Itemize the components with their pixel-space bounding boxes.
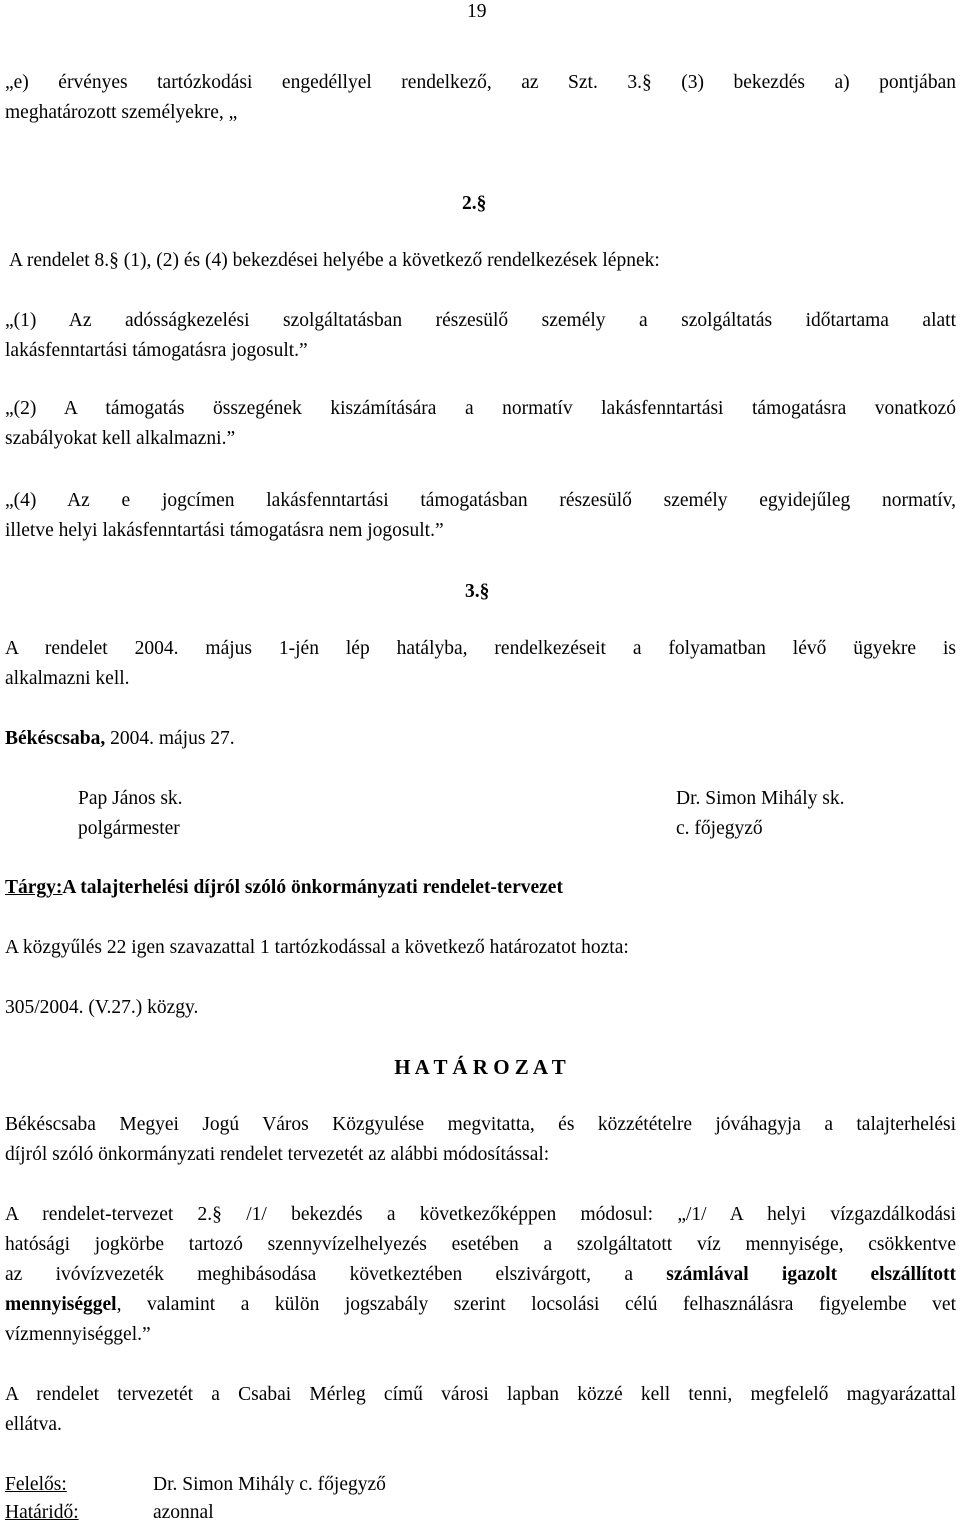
- deadline-label: Határidő:: [5, 1502, 79, 1523]
- paragraph-line: „(4) Az e jogcímen lakásfenntartási támogatásban részesülő személy egyidejűleg normatív,: [5, 490, 956, 511]
- resolution-number: 305/2004. (V.27.) közgy.: [5, 997, 199, 1018]
- paragraph-line: vízmennyiséggel.”: [5, 1324, 151, 1345]
- paragraph-line: díjról szóló önkormányzati rendelet tervezetét az alábbi módosítással:: [5, 1144, 550, 1165]
- bold-segment: mennyiséggel: [5, 1294, 117, 1315]
- paragraph-line: „e) érvényes tartózkodási engedéllyel rendelkező, az Szt. 3.§ (3) bekezdés a) pontjában: [5, 72, 956, 93]
- subject-line: [5, 873, 563, 903]
- place: Békéscsaba,: [5, 728, 106, 749]
- page-number: 19: [467, 1, 487, 22]
- paragraph-line: A rendelet tervezetét a Csabai Mérleg című városi lapban közzé kell tenni, megfelelő magyarázattal: [5, 1384, 956, 1405]
- section-heading-2: 2.§: [462, 193, 487, 214]
- signatory-2-title: c. főjegyző: [676, 818, 763, 839]
- place-date: [5, 724, 235, 754]
- paragraph-line: lakásfenntartási támogatásra jogosult.”: [5, 340, 308, 361]
- paragraph-line: [5, 1260, 956, 1290]
- signatory-2-name: Dr. Simon Mihály sk.: [676, 788, 845, 809]
- paragraph-line: illetve helyi lakásfenntartási támogatásra nem jogosult.”: [5, 520, 444, 541]
- paragraph-line: hatósági jogkörbe tartozó szennyvízelhelyezés esetében a szolgáltatott víz mennyisége, csökkentve: [5, 1234, 956, 1255]
- section-heading-3: 3.§: [465, 581, 490, 602]
- paragraph-line: Békéscsaba Megyei Jogú Város Közgyulése megvitatta, és közzétételre jóváhagyja a talajterhelési: [5, 1114, 956, 1135]
- paragraph-line: ellátva.: [5, 1414, 62, 1435]
- deadline-value: azonnal: [153, 1502, 214, 1523]
- signatory-1-name: Pap János sk.: [78, 788, 183, 809]
- paragraph-line: A rendelet 2004. május 1-jén lép hatályba, rendelkezéseit a folyamatban lévő ügyekre is: [5, 638, 956, 659]
- date: 2004. május 27.: [105, 728, 235, 749]
- paragraph-line: „(1) Az adósságkezelési szolgáltatásban részesülő személy a szolgáltatás időtartama alatt: [5, 310, 956, 331]
- subject-text: A talajterhelési díjról szóló önkormányzati rendelet-tervezet: [62, 877, 563, 898]
- paragraph-line: A rendelet-tervezet 2.§ /1/ bekezdés a következőképpen módosul: „/1/ A helyi vízgazdálkodási: [5, 1204, 956, 1225]
- paragraph-line: alkalmazni kell.: [5, 668, 130, 689]
- signatory-1-title: polgármester: [78, 818, 180, 839]
- paragraph-line: „(2) A támogatás összegének kiszámítására a normatív lakásfenntartási támogatásra vonatkozó: [5, 398, 956, 419]
- text-segment: az ivóvízvezeték meghibásodása következtében elszivárgott, a: [5, 1264, 667, 1285]
- responsible-label: Felelős:: [5, 1474, 67, 1495]
- paragraph-line: A közgyűlés 22 igen szavazattal 1 tartózkodással a következő határozatot hozta:: [5, 937, 629, 958]
- paragraph-line: meghatározott személyekre, „: [5, 102, 238, 123]
- paragraph-line: [5, 1290, 956, 1320]
- text-segment: , valamint a külön jogszabály szerint locsolási célú felhasználásra figyelembe vet: [116, 1294, 956, 1315]
- paragraph-line: A rendelet 8.§ (1), (2) és (4) bekezdései helyébe a következő rendelkezések lépnek:: [9, 250, 660, 271]
- resolution-heading: H A T Á R O Z A T: [394, 1055, 566, 1079]
- subject-label: Tárgy:: [5, 877, 63, 898]
- bold-segment: számlával igazolt elszállított: [666, 1264, 957, 1285]
- paragraph-line: szabályokat kell alkalmazni.”: [5, 428, 236, 449]
- responsible-value: Dr. Simon Mihály c. főjegyző: [153, 1474, 386, 1495]
